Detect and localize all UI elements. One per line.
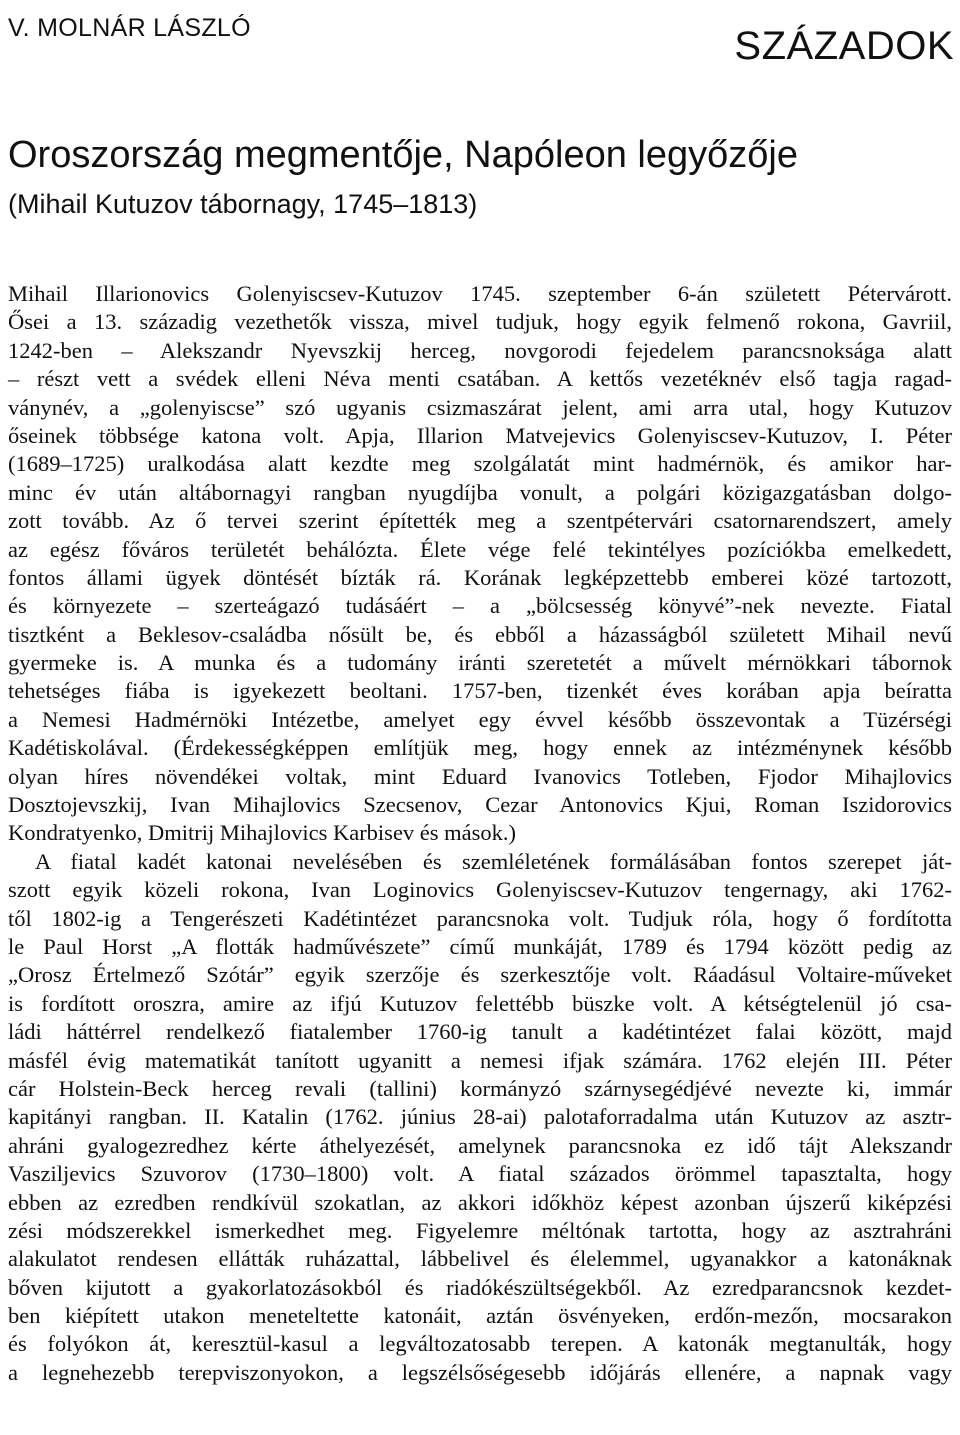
- section-header: SZÁZADOK: [734, 24, 954, 68]
- body-line: Kondratyenko, Dmitrij Mihajlovics Karbisev és mások.): [8, 820, 517, 846]
- body-line: tehetséges fiába is igyekezett beoltani. 1757-ben, tizenkét éves korában apja beíratta: [8, 678, 952, 704]
- body-line: másfél évig matematikát tanított ugyanitt a nemesi ifjak számára. 1762 elején III. Péter: [8, 1047, 952, 1073]
- body-line: ványnév, a „golenyiscse” szó ugyanis csizmaszárat jelent, ami arra utal, hogy Kutuzov: [8, 394, 952, 420]
- body-line: őseinek többsége katona volt. Apja, Illarion Matvejevics Golenyiscsev-Kutuzov, I. Péter: [8, 422, 952, 448]
- body-line: a legnehezebb terepviszonyokon, a legszélsőségesebb időjárás ellenére, a napnak vagy: [8, 1359, 952, 1385]
- body-line: Mihail Illarionovics Golenyiscsev-Kutuzov 1745. szeptember 6-án született Pétervárott.: [8, 281, 952, 306]
- body-line: Kadétiskolával. (Érdekességképpen említjük meg, hogy ennek az intézménynek később: [8, 735, 952, 761]
- body-line: (1689–1725) uralkodása alatt kezdte meg szolgálatát mint hadmérnök, és amikor har-: [8, 451, 952, 477]
- body-line: Ősei a 13. századig vezethetők vissza, mivel tudjuk, hogy egyik felmenő rokona, Gavriil,: [8, 309, 952, 335]
- body-line: tisztként a Beklesov-családba nősült be, és ebből a házasságból született Mihail nevű: [8, 621, 952, 647]
- body-line: szott egyik közeli rokona, Ivan Loginovics Golenyiscsev-Kutuzov tengernagy, aki 1762-: [8, 877, 952, 903]
- body-line: Dosztojevszkij, Ivan Mihajlovics Szecsenov, Cezar Antonovics Kjui, Roman Iszidorovics: [8, 792, 952, 818]
- body-line: minc év után altábornagyi rangban nyugdíjba vonult, a polgári közigazgatásban dolgo-: [8, 479, 952, 505]
- body-line: Vasziljevics Szuvorov (1730–1800) volt. A fiatal százados örömmel tapasztalta, hogy: [8, 1161, 952, 1187]
- body-line: a Nemesi Hadmérnöki Intézetbe, amelyet egy évvel később összevontak a Tüzérségi: [8, 706, 952, 732]
- body-line: ebben az ezredben rendkívül szokatlan, az akkori időkhöz képest azonban újszerű kiképzési: [8, 1189, 952, 1215]
- body-line: alakulatot rendesen ellátták ruházattal, lábbelivel és élelemmel, ugyanakkor a katonáknak: [8, 1246, 952, 1272]
- body-line: cár Holstein-Beck herceg revali (tallini) kormányzó szárnysegédjévé nevezte ki, immár: [8, 1075, 952, 1101]
- author-header: V. MOLNÁR LÁSZLÓ: [8, 14, 251, 42]
- body-line: zési módszerekkel ismerkedhet meg. Figyelemre méltónak tartotta, hogy az asztrahráni: [8, 1217, 952, 1243]
- body-line: gyermeke is. A munka és a tudomány iránti szeretetét a művelt mérnökkari tábornok: [8, 650, 952, 676]
- body-line: kapitányi rangban. II. Katalin (1762. június 28-ai) palotaforradalma után Kutuzov az asztr-: [8, 1104, 952, 1130]
- body-line: fontos állami ügyek döntését bízták rá. Korának legképzettebb emberei közé tartozott,: [8, 564, 952, 590]
- body-line: az egész főváros területét behálózta. Élete vége felé tekintélyes pozíciókba emelkedett,: [8, 536, 952, 562]
- body-line: től 1802-ig a Tengerészeti Kadétintézet parancsnoka volt. Tudjuk róla, hogy ő fordította: [8, 905, 952, 931]
- body-line: le Paul Horst „A flották hadművészete” című munkáját, 1789 és 1794 között pedig az: [8, 933, 952, 959]
- body-line: olyan híres növendékei voltak, mint Eduard Ivanovics Totleben, Fjodor Mihajlovics: [8, 763, 952, 789]
- body-line: – részt vett a svédek elleni Néva menti csatában. A kettős vezetéknév első tagja ragad-: [8, 366, 952, 392]
- body-line: zott tovább. Az ő tervei szerint építették meg a szentpétervári csatornarendszert, amely: [8, 508, 952, 534]
- body-line: „Orosz Értelmező Szótár” egyik szerzője és szerkesztője volt. Ráadásul Voltaire-műveket: [8, 962, 952, 988]
- body-line: és folyókon át, keresztül-kasul a legváltozatosabb terepen. A katonák megtanulták, hogy: [8, 1331, 952, 1357]
- body-line: A fiatal kadét katonai nevelésében és szemléletének formálásában fontos szerepet ját-: [35, 848, 952, 874]
- body-line: 1242-ben – Alekszandr Nyevszkij herceg, novgorodi fejedelem parancsnoksága alatt: [8, 337, 952, 363]
- body-line: is fordított oroszra, amire az ifjú Kutuzov felettébb büszke volt. A kétségtelenül jó csa-: [8, 990, 952, 1016]
- article-body: [8, 280, 952, 1387]
- body-line: bőven kijutott a gyakorlatozásokból és riadókészültségekből. Az ezredparancsnok kezdet-: [8, 1274, 952, 1300]
- body-line: ládi háttérrel rendelkező fiatalember 1760-ig tanult a kadétintézet falai között, majd: [8, 1019, 952, 1045]
- body-line: ahráni gyalogezredhez kérte áthelyezését, amelynek parancsnoka ez idő tájt Alekszandr: [8, 1132, 952, 1158]
- article-subtitle: (Mihail Kutuzov tábornagy, 1745–1813): [8, 189, 478, 219]
- body-line: és környezete – szerteágazó tudásáért – a „bölcsesség könyvé”-nek nevezte. Fiatal: [8, 593, 952, 619]
- article-title: Oroszország megmentője, Napóleon legyőzője: [8, 134, 798, 176]
- body-line: ben kiépített utakon meneteltette katonáit, aztán ösvényeken, erdőn-mezőn, mocsarakon: [8, 1303, 952, 1329]
